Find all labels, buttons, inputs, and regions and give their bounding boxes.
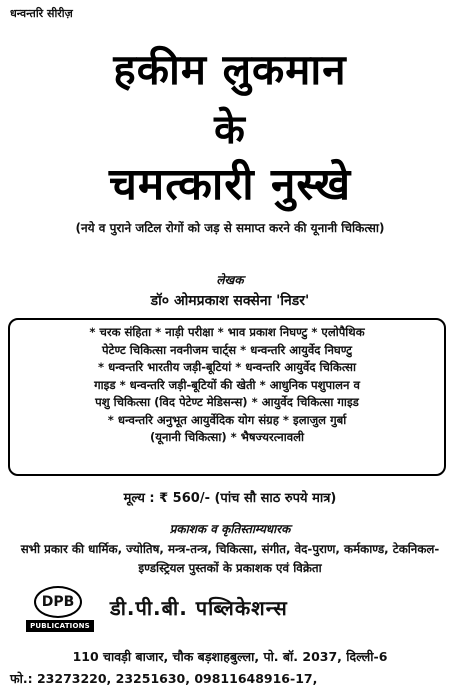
author-label: लेखक bbox=[216, 273, 244, 287]
book-list-line: पशु चिकित्सा (विद पेटेण्ट मेडिसन्स) * आयुर्वेद चिकित्सा गाइड bbox=[95, 395, 359, 409]
author-name: डॉ० ओमप्रकाश सक्सेना 'निडर' bbox=[150, 293, 310, 309]
title-line-3: चमत्कारी नुस्खे bbox=[108, 159, 352, 210]
publisher-logo bbox=[26, 586, 96, 636]
title-line-1: हकीम लुकमान bbox=[113, 45, 347, 94]
book-list-line: गाइड * धन्वन्तरि जड़ी-बूटियों की खेती * आधुनिक पशुपालन व bbox=[94, 377, 360, 392]
subtitle: (नये व पुराने जटिल रोगों को जड़ से समाप्त करने की यूनानी चिकित्सा) bbox=[75, 221, 385, 235]
price: मूल्य : ₹ 560/- (पांच सौ साठ रुपये मात्र) bbox=[123, 491, 337, 506]
publisher-label: प्रकाशक व कृतिस्ताम्यधारक bbox=[169, 522, 291, 536]
logo-band: PUBLICATIONS bbox=[26, 620, 94, 632]
series-name: धन्वन्तरि सीरीज़ bbox=[10, 7, 73, 20]
book-list-line: (यूनानी चिकित्सा) * भैषज्यरत्नावली bbox=[149, 430, 305, 444]
book-list-line: * धन्वन्तरि अनुभूत आयुर्वेदिक योग संग्रह * इलाजुल गुर्बा bbox=[107, 412, 347, 427]
title-line-2: के bbox=[214, 107, 246, 153]
book-list-line: * चरक संहिता * नाड़ी परीक्षा * भाव प्रकाश निघण्टु * एलोपैथिक bbox=[89, 325, 365, 339]
publisher-description: सभी प्रकार की धार्मिक, ज्योतिष, मन्त्र-तन्त्र, चिकित्सा, संगीत, वेद-पुराण, कर्मकाण्ड, टेकनिकल-इण्डस्ट्रियल पुस्तकों के प्रकाशक एवं विक्रेता bbox=[20, 542, 440, 575]
logo-initials: DPB bbox=[34, 586, 82, 618]
book-list-line: पेटेण्ट चिकित्सा नवनीजम चार्ट्स * धन्वन्तरि आयुर्वेद निघण्टु bbox=[102, 342, 352, 357]
publisher-name: डी.पी.बी. पब्लिकेशन्स bbox=[110, 596, 288, 620]
other-books-box bbox=[8, 318, 446, 476]
publisher-address: 110 चावड़ी बाजार, चौक बड़शाहबुल्ला, पो. बॉ. 2037, दिल्ली-6 bbox=[72, 649, 388, 664]
book-list-line: * धन्वन्तरि भारतीय जड़ी-बूटियां * धन्वन्तरि आयुर्वेद चिकित्सा bbox=[98, 360, 356, 374]
publisher-phone: फो.: 23273220, 23251630, 09811648916-17, bbox=[10, 671, 318, 686]
